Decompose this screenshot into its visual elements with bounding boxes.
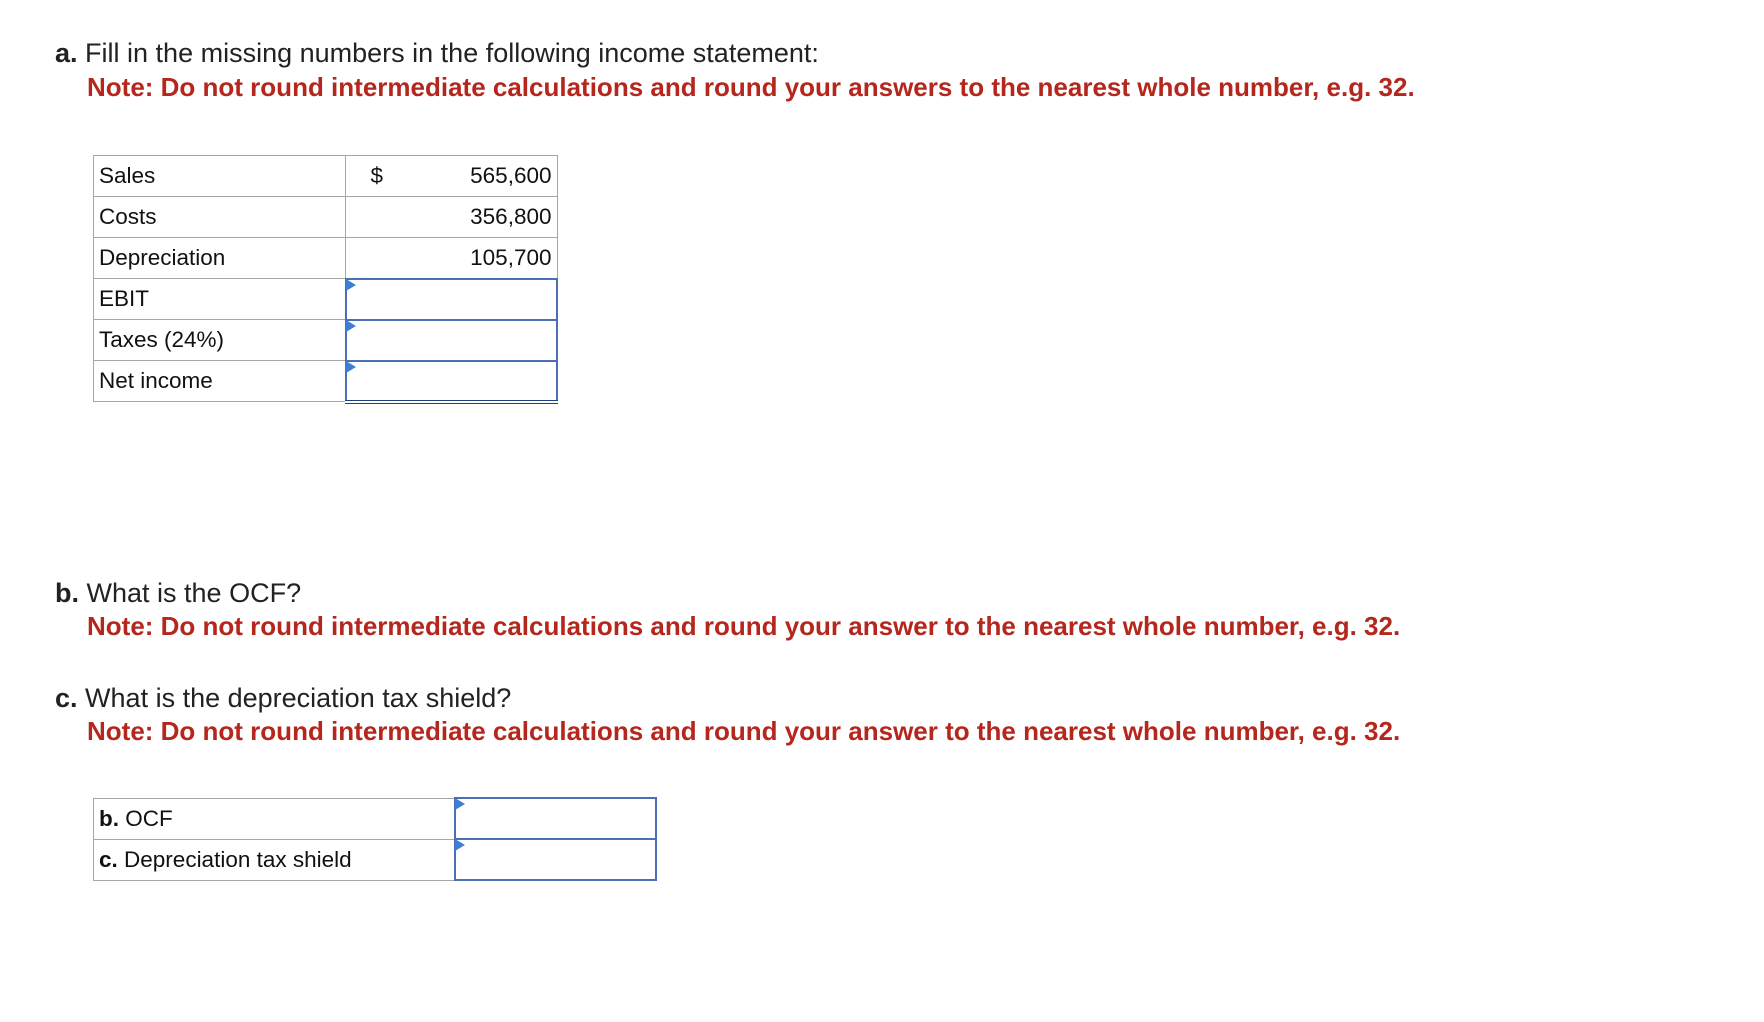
income-statement-table — [93, 155, 558, 404]
row-label-tax-shield-text: Depreciation tax shield — [124, 846, 352, 872]
question-b-letter: b. — [55, 578, 79, 608]
ebit-input[interactable] — [347, 280, 556, 319]
table-row-ocf — [94, 798, 657, 839]
ebit-input-cell[interactable] — [346, 279, 557, 320]
question-b-text: What is the OCF? — [86, 578, 302, 608]
table-row-sales — [94, 156, 558, 197]
note-a: Note: Do not round intermediate calculations and round your answers to the nearest whole number, e.g. 32. — [87, 72, 1415, 102]
tax-shield-input-cell[interactable] — [455, 839, 656, 880]
ocf-input-cell[interactable] — [455, 798, 656, 839]
row-label-ebit: EBIT — [94, 279, 346, 320]
costs-value: 356,800 — [470, 204, 552, 229]
table-row-costs — [94, 197, 558, 238]
question-b — [55, 576, 301, 610]
table-row-tax-shield — [94, 839, 657, 880]
net-income-input[interactable] — [347, 362, 556, 400]
ocf-input[interactable] — [456, 799, 655, 838]
depreciation-value: 105,700 — [470, 244, 552, 270]
row-label-depreciation: Depreciation — [94, 238, 346, 279]
question-c-text: What is the depreciation tax shield? — [85, 683, 512, 713]
row-label-tax-shield — [94, 839, 455, 880]
tax-shield-input[interactable] — [456, 840, 655, 879]
taxes-input[interactable] — [347, 321, 556, 360]
currency-symbol: $ — [370, 163, 383, 188]
row-label-sales: Sales — [94, 156, 346, 197]
row-prefix-b: b. — [99, 805, 119, 831]
answers-table — [93, 797, 657, 881]
row-label-costs: Costs — [94, 197, 346, 238]
row-label-net-income: Net income — [94, 361, 346, 402]
note-b: Note: Do not round intermediate calculations and round your answer to the nearest whole number, e.g. 32. — [87, 611, 1401, 641]
question-a — [55, 36, 819, 70]
sales-value: 565,600 — [470, 163, 552, 188]
table-row-net-income — [94, 361, 558, 402]
question-a-text: Fill in the missing numbers in the following income statement: — [85, 38, 819, 68]
row-label-taxes: Taxes (24%) — [94, 320, 346, 361]
row-prefix-c: c. — [99, 846, 118, 872]
row-label-ocf-text: OCF — [125, 805, 173, 831]
question-a-letter: a. — [55, 38, 78, 68]
question-c-letter: c. — [55, 683, 78, 713]
row-label-ocf — [94, 798, 455, 839]
net-income-input-cell[interactable] — [346, 361, 557, 402]
table-row-depreciation — [94, 238, 558, 279]
table-row-ebit — [94, 279, 558, 320]
table-row-taxes — [94, 320, 558, 361]
question-c — [55, 681, 511, 715]
note-c: Note: Do not round intermediate calculations and round your answer to the nearest whole number, e.g. 32. — [87, 716, 1401, 746]
taxes-input-cell[interactable] — [346, 320, 557, 361]
